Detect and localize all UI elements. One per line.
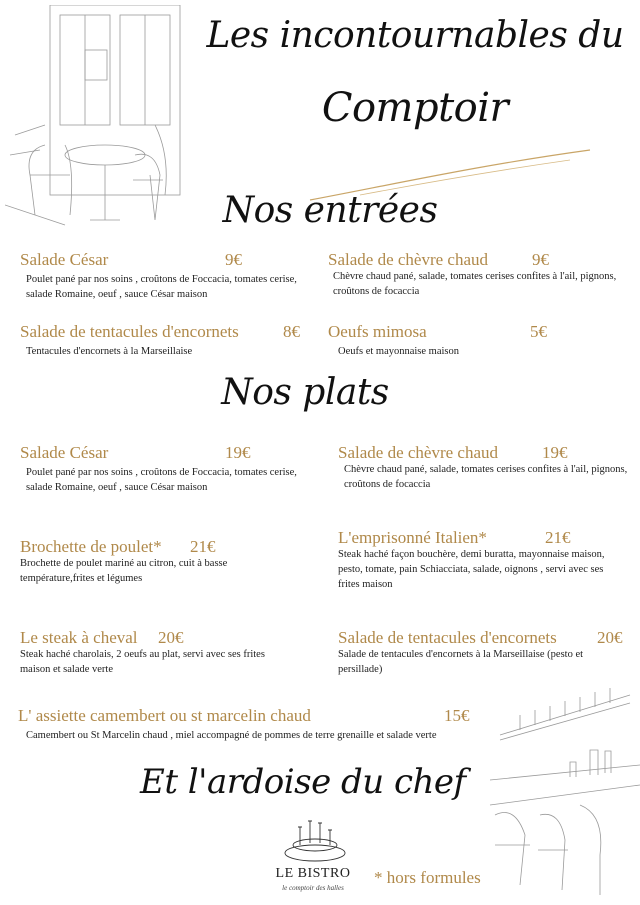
entree-price: 5€ (530, 322, 547, 341)
entree-description: Chèvre chaud pané, salade, tomates cerises confites à l'ail, pignons, croûtons de focaccia (333, 271, 617, 297)
entree-price: 8€ (283, 322, 300, 341)
entree-name: Salade de chèvre chaud (328, 250, 488, 269)
plat-price: 15€ (444, 706, 470, 725)
plat-name: L'emprisonné Italien* (338, 528, 487, 547)
hors-formules-note: * hors formules (374, 868, 481, 887)
bistro-logo-icon (280, 815, 350, 865)
entree-name: Oeufs mimosa (328, 322, 427, 341)
section-heading-plats: Nos plats (221, 372, 389, 413)
entree-name: Salade César (20, 250, 109, 269)
entree-price: 9€ (532, 250, 549, 269)
plat-name: Salade de tentacules d'encornets (338, 628, 557, 647)
plat-description: Chèvre chaud pané, salade, tomates cerises confites à l'ail, pignons, croûtons de focaccia (344, 464, 628, 490)
section-heading-entrees: Nos entrées (222, 190, 438, 231)
plat-name: Salade César (20, 443, 109, 462)
plat-description: Steak haché charolais, 2 oeufs au plat, servi avec ses frites maison et salade verte (20, 649, 265, 675)
plat-name: Le steak à cheval (20, 628, 138, 647)
plat-description: Salade de tentacules d'encornets à la Marseillaise (pesto et persillade) (338, 649, 584, 675)
plat-price: 21€ (190, 537, 216, 556)
cafe-sketch-illustration (5, 5, 205, 235)
entree-description: Poulet pané par nos soins , croûtons de Foccacia, tomates cerise, salade Romaine, oeuf , sauce César maison (26, 274, 297, 300)
bar-counter-sketch-illustration (480, 685, 640, 900)
plat-description: Brochette de poulet mariné au citron, cuit à basse température,frites et légumes (20, 558, 228, 584)
plat-description: Poulet pané par nos soins , croûtons de Foccacia, tomates cerise, salade Romaine, oeuf , sauce César maison (26, 467, 297, 493)
plat-description: Steak haché façon bouchère, demi buratta, mayonnaise maison, pesto, tomate, pain Schiacciata, salade, oignons , servi avec ses frites maison (338, 549, 605, 590)
plat-price: 21€ (545, 528, 571, 547)
plat-price: 20€ (158, 628, 184, 647)
plat-price: 20€ (597, 628, 623, 647)
plat-description: Camembert ou St Marcelin chaud , miel accompagné de pommes de terre grenaille et salade verte (26, 730, 437, 741)
plat-price: 19€ (225, 443, 251, 462)
plat-name: Salade de chèvre chaud (338, 443, 498, 462)
entree-description: Oeufs et mayonnaise maison (338, 346, 460, 357)
logo-tagline: le comptoir des halles (282, 884, 344, 892)
entree-description: Tentacules d'encornets à la Marseillaise (26, 346, 193, 357)
entree-price: 9€ (225, 250, 242, 269)
plat-name: Brochette de poulet* (20, 537, 162, 556)
page-title-line2: Comptoir (321, 85, 509, 131)
plat-price: 19€ (542, 443, 568, 462)
entree-name: Salade de tentacules d'encornets (20, 322, 239, 341)
page-title-line1: Les incontournables du (206, 15, 624, 56)
ardoise-du-chef-heading: Et l'ardoise du chef (140, 762, 466, 802)
plat-name: L' assiette camembert ou st marcelin chaud (18, 706, 311, 725)
logo-name: LE BISTRO (275, 866, 351, 881)
